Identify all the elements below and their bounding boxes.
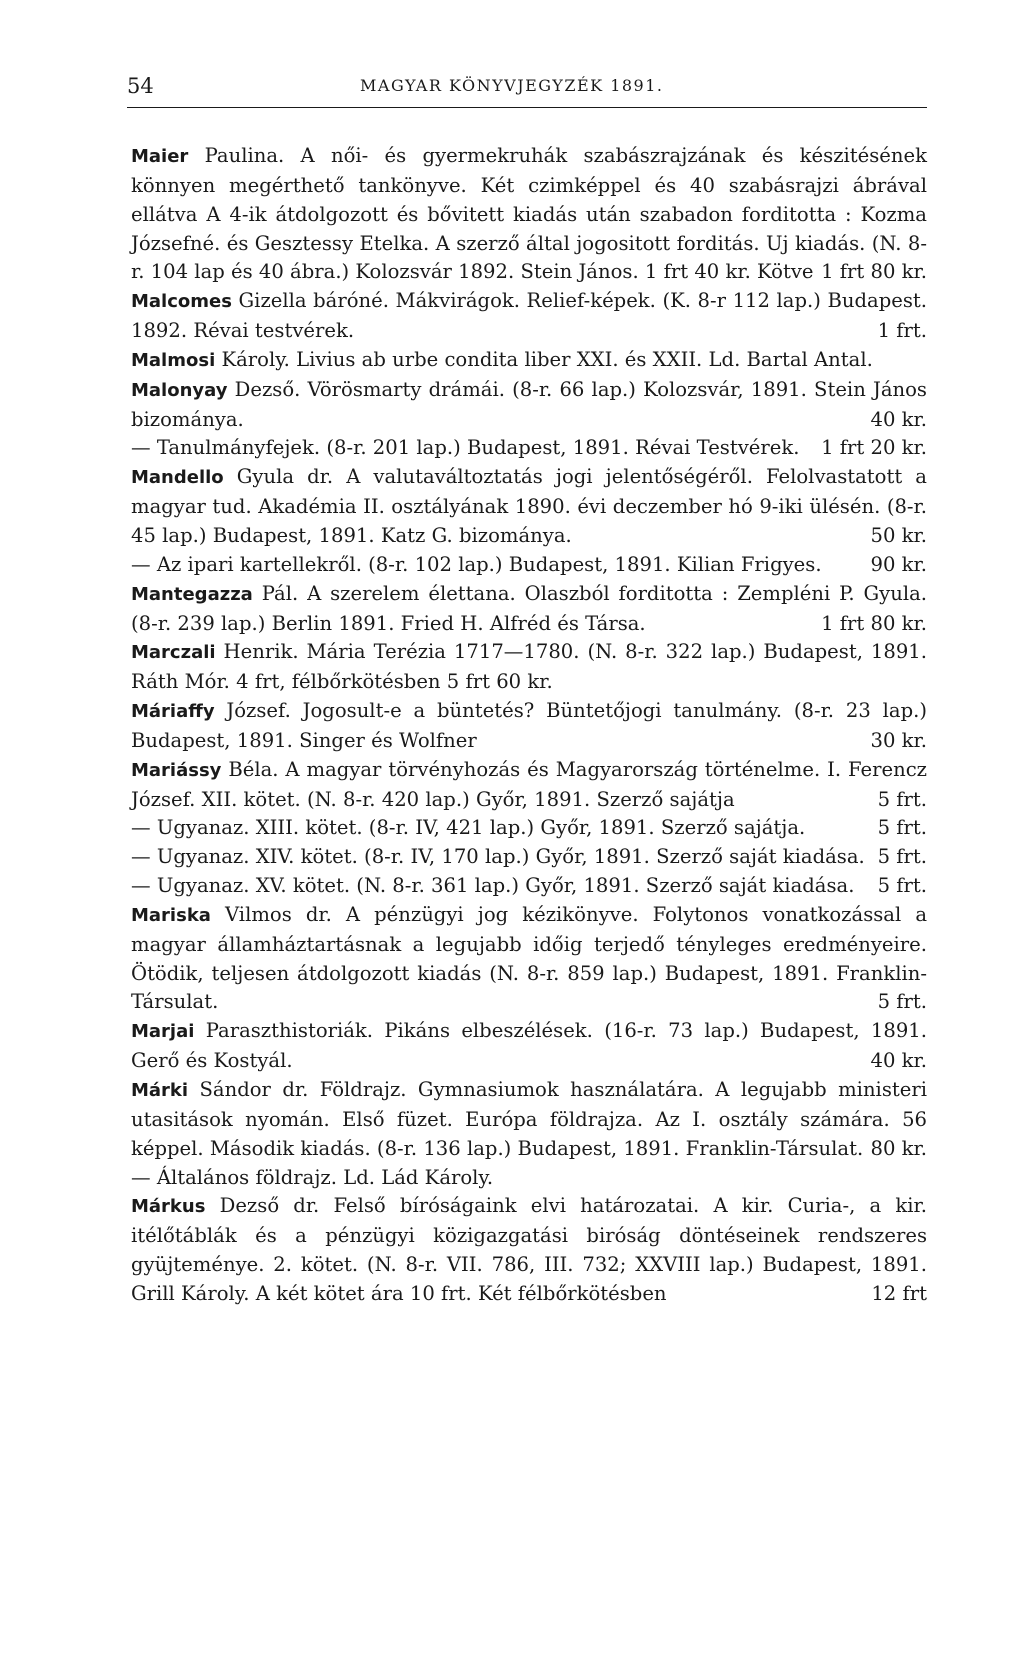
entry-price: 50 kr. xyxy=(870,523,927,547)
bibliography-entry xyxy=(131,1192,927,1308)
bibliography-entry xyxy=(131,901,927,1017)
entry-price: 5 frt. xyxy=(877,845,927,869)
entry-price: 5 frt. xyxy=(877,816,927,840)
entry-author: Malmosi xyxy=(131,349,216,371)
entry-text: József. Jogosult-e a büntetés? Büntetőjogi tanulmány. (8-r. 23 lap.) Budapest, 1891. Singer és Wolfner xyxy=(131,699,927,752)
entry-text: Dezső. Vörösmarty drámái. (8-r. 66 lap.) Kolozsvár, 1891. Stein János bizománya. xyxy=(131,377,927,431)
entry-author: Mantegazza xyxy=(131,583,253,605)
entry-price: 5 frt. xyxy=(877,787,927,811)
entry-price: 80 kr. xyxy=(870,1136,927,1160)
entry-text: Paulina. A női- és gyermekruhák szabászrajzának és készitésének könnyen megérthető tankönyve. Két czimképpel és 40 szabásrajzi ábrával ellátva A 4-ik átdolgozott és bővitett kiadás után szabadon forditotta : Kozma Józsefné. és Gesztessy Etelka. A szerző által jogositott forditás. Uj kiadás. (N. 8-r. 104 lap és 40 ábra.) Kolozsvár 1892. Stein János. 1 frt 40 kr. Kötve xyxy=(131,144,927,284)
entry-author: — Ugyanaz. xyxy=(131,845,250,869)
bibliography-entry xyxy=(131,580,927,639)
bibliography-entry xyxy=(131,1017,927,1076)
bibliography-list xyxy=(131,142,927,1309)
entry-price: 40 kr. xyxy=(870,407,927,431)
entry-author: Marczali xyxy=(131,642,216,664)
entry-text: XIII. kötet. (8-r. IV, 421 lap.) Győr, 1891. Szerző sajátja. xyxy=(249,816,806,840)
bibliography-entry xyxy=(131,1076,927,1164)
entry-author: Malonyay xyxy=(131,379,228,401)
entry-author: Mandello xyxy=(131,467,224,489)
entry-text: XV. kötet. (N. 8-r. 361 lap.) Győr, 1891. Szerző saját kiadása. xyxy=(249,874,855,898)
bibliography-entry xyxy=(131,346,927,376)
entry-author: Máriaffy xyxy=(131,701,215,723)
entry-author: Marjai xyxy=(131,1021,195,1043)
page-header xyxy=(127,74,927,104)
entry-text: Henrik. Mária Terézia 1717—1780. (N. 8-r. 322 lap.) Budapest, 1891. Ráth Mór. 4 frt, félbőrkötésben 5 frt 60 kr. xyxy=(131,640,927,694)
bibliography-entry xyxy=(131,638,927,697)
bibliography-entry xyxy=(131,287,927,346)
entry-author: — Ugyanaz. xyxy=(131,816,250,840)
entry-author: Márkus xyxy=(131,1196,206,1218)
bibliography-entry xyxy=(131,814,927,843)
entry-text: (8-r. 201 lap.) Budapest, 1891. Révai Testvérek. xyxy=(320,436,800,460)
entry-price: 5 frt. xyxy=(877,874,927,898)
page-number: 54 xyxy=(127,74,154,98)
entry-price: 12 frt xyxy=(871,1281,927,1305)
entry-price: 1 frt 20 kr. xyxy=(821,436,927,460)
bibliography-entry xyxy=(131,1164,927,1193)
entry-text: Gizella báróné. Mákvirágok. Relief-képek. (K. 8-r 112 lap.) Budapest. 1892. Révai testvérek. xyxy=(131,289,927,343)
entry-text: XIV. kötet. (8-r. IV, 170 lap.) Győr, 1891. Szerző saját kiadása. xyxy=(249,845,865,869)
entry-text: Gyula dr. A valutaváltoztatás jogi jelentőségéről. Felolvastatott a magyar tud. Akadémia II. osztályának 1890. évi deczember hó 9-iki ülésén. (8-r. 45 lap.) Budapest, 1891. Katz G. bizománya. xyxy=(131,465,927,547)
entry-text: Pál. A szerelem élettana. Olaszból forditotta : Zempléni P. Gyula. (8-r. 239 lap.) Berlin 1891. Fried H. Alfréd és Társa. xyxy=(131,581,927,635)
entry-author: Márki xyxy=(131,1080,189,1101)
entry-author: — Ugyanaz. xyxy=(131,874,250,898)
entry-text: Vilmos dr. A pénzügyi jog kézikönyve. Folytonos vonatkozással a magyar államháztartásnak a legujabb időig terjedő tényleges eredményeire. Ötödik, teljesen átdolgozott kiadás (N. 8-r. 859 lap.) Budapest, 1891. Franklin-Társulat. xyxy=(131,902,927,1014)
bibliography-entry xyxy=(131,843,927,872)
entry-price: 5 frt. xyxy=(877,990,927,1014)
bibliography-entry xyxy=(131,463,927,551)
bibliography-entry xyxy=(131,142,927,287)
entry-price: 40 kr. xyxy=(870,1049,927,1073)
entry-price: 1 frt. xyxy=(877,319,927,343)
header-rule xyxy=(127,107,927,108)
bibliography-entry xyxy=(131,551,927,580)
entry-author: Malcomes xyxy=(131,291,232,313)
entry-text: Dezső dr. Felső bíróságaink elvi határozatai. A kir. Curia-, a kir. itélőtáblák és a pénzügyi közigazgatási biróság döntéseinek rendszeres gyüjteménye. 2. kötet. (N. 8-r. VII. 786, III. 732; XXVIII lap.) Budapest, 1891. Grill Károly. A két kötet ára 10 frt. Két félbőrkötésben xyxy=(131,1194,927,1305)
entry-author: Maier xyxy=(131,146,189,167)
entry-author: — Tanulmányfejek. xyxy=(131,436,321,460)
entry-price: 30 kr. xyxy=(870,728,927,752)
bibliography-entry xyxy=(131,697,927,756)
entry-text: Sándor dr. Földrajz. Gymnasiumok használatára. A legujabb ministeri utasitások nyomán. Első füzet. Európa földrajza. Az I. osztály számára. 56 képpel. Második kiadás. (8-r. 136 lap.) Budapest, 1891. Franklin-Társulat. xyxy=(131,1078,927,1160)
entry-author: Mariska xyxy=(131,904,211,926)
entry-price: 1 frt 80 kr. xyxy=(821,260,927,284)
bibliography-entry xyxy=(131,376,927,435)
entry-text: Béla. A magyar törvényhozás és Magyarország történelme. I. Ferencz József. XII. kötet. (N. 8-r. 420 lap.) Győr, 1891. Szerző sajátja xyxy=(131,757,927,811)
entry-price: 90 kr. xyxy=(870,552,927,576)
entry-text: Károly. Livius ab urbe condita liber XXI. és XXII. Ld. Bartal Antal. xyxy=(215,347,873,371)
entry-price: 1 frt 80 kr. xyxy=(821,611,927,635)
entry-author: — Az ipari kartellekről. xyxy=(131,552,362,576)
entry-author: — Általános földrajz. xyxy=(131,1165,337,1189)
entry-text: (8-r. 102 lap.) Budapest, 1891. Kilian Frigyes. xyxy=(361,552,822,576)
bibliography-entry xyxy=(131,756,927,815)
entry-author: Mariássy xyxy=(131,759,222,781)
bibliography-entry xyxy=(131,872,927,901)
bibliography-entry xyxy=(131,434,927,463)
entry-text: Paraszthistoriák. Pikáns elbeszélések. (16-r. 73 lap.) Budapest, 1891. Gerő és Kostyál. xyxy=(131,1019,927,1073)
entry-text: Ld. Lád Károly. xyxy=(336,1165,494,1189)
running-head: MAGYAR KÖNYVJEGYZÉK 1891. xyxy=(360,76,664,95)
